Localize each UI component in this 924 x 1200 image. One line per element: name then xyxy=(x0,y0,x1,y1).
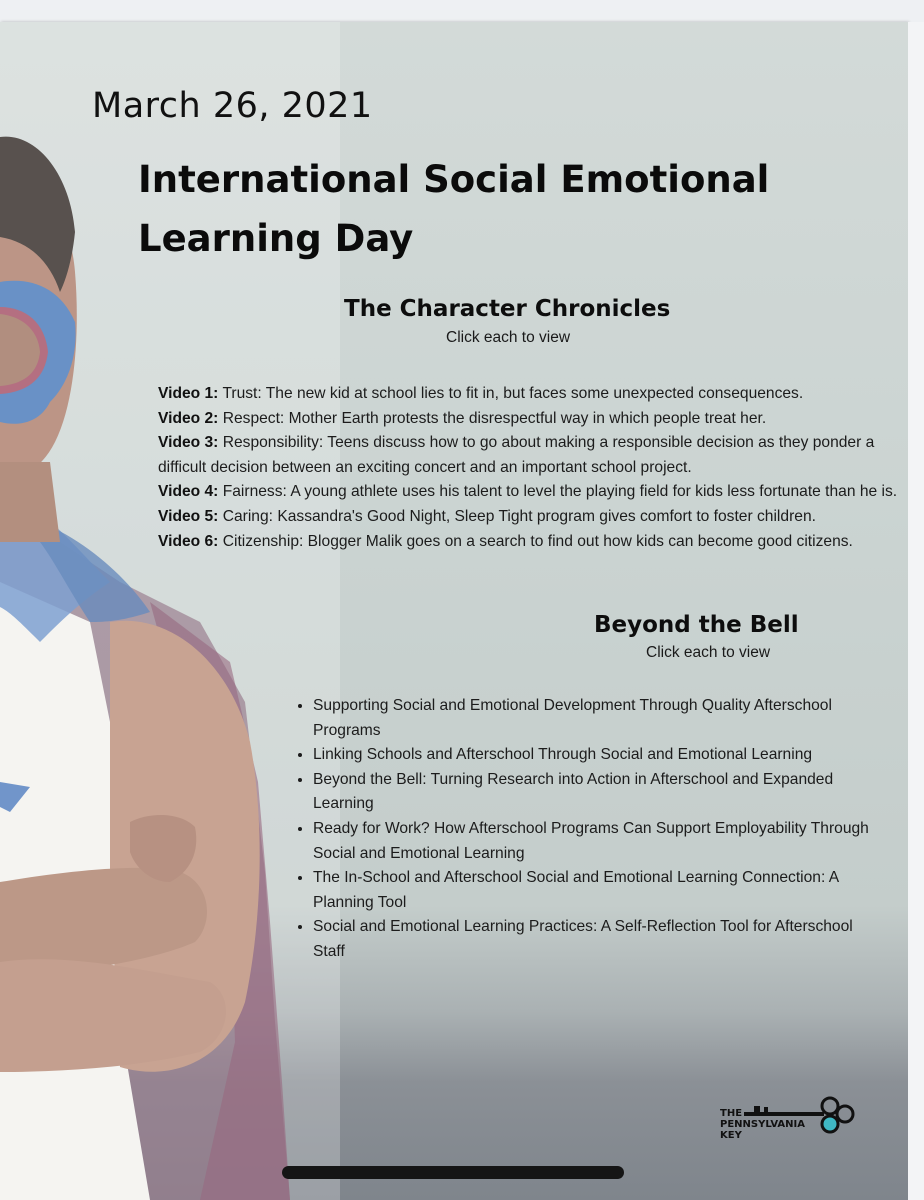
flyer-page xyxy=(0,22,908,1200)
bell-link-4[interactable]: • Ready for Work? How Afterschool Programs Can Support Employability Through Social and Emotional Learning xyxy=(313,817,873,866)
video-label: Video 1: xyxy=(158,385,219,402)
bell-link-5[interactable]: • The In-School and Afterschool Social and Emotional Learning Connection: A Planning Tool xyxy=(313,866,873,915)
beyond-the-bell-list xyxy=(288,694,873,965)
video-description: Fairness: A young athlete uses his talent to level the playing field for kids less fortunate than he is. xyxy=(222,483,898,501)
logo-line-2: PENNSYLVANIA xyxy=(720,1119,805,1130)
video-description: Responsibility: Teens discuss how to go about making a responsible decision as they ponder a difficult decision between an exciting concert and an important school project. xyxy=(158,434,875,476)
bell-link-3[interactable]: • Beyond the Bell: Turning Research into Action in Afterschool and Expanded Learning xyxy=(313,768,873,817)
video-description: Caring: Kassandra's Good Night, Sleep Tight program gives comfort to foster children. xyxy=(222,507,816,525)
page-edge xyxy=(908,22,924,1200)
video-label: Video 2: xyxy=(158,409,219,427)
pennsylvania-key-logo xyxy=(718,1094,858,1144)
video-link-2[interactable] xyxy=(158,407,898,432)
bell-link-2[interactable]: • Linking Schools and Afterschool Through Social and Emotional Learning xyxy=(313,743,873,768)
home-indicator[interactable] xyxy=(282,1166,624,1179)
bell-link-6[interactable]: • Social and Emotional Learning Practices: A Self-Reflection Tool for Afterschool Staff xyxy=(313,915,873,964)
video-label: Video 6: xyxy=(158,532,219,550)
video-label: Video 4: xyxy=(158,483,219,501)
video-link-1[interactable] xyxy=(158,382,898,407)
video-list xyxy=(158,382,898,554)
character-chronicles-heading: The Character Chronicles xyxy=(344,296,671,322)
video-link-4[interactable] xyxy=(158,480,898,505)
logo-line-1: THE xyxy=(720,1108,743,1119)
video-link-3[interactable] xyxy=(158,431,898,480)
page-title: International Social Emotional Learning Day xyxy=(138,158,770,260)
video-link-6[interactable] xyxy=(158,530,898,555)
character-chronicles-subheading: Click each to view xyxy=(446,329,571,346)
bell-link-1[interactable]: • Supporting Social and Emotional Development Through Quality Afterschool Programs xyxy=(313,694,873,743)
video-link-5[interactable] xyxy=(158,505,898,530)
beyond-the-bell-heading: Beyond the Bell xyxy=(594,612,799,638)
video-label: Video 3: xyxy=(158,434,219,452)
video-description: Citizenship: Blogger Malik goes on a search to find out how kids can become good citizens. xyxy=(222,532,853,550)
video-label: Video 5: xyxy=(158,507,219,525)
event-date: March 26, 2021 xyxy=(92,86,373,126)
video-description: Respect: Mother Earth protests the disrespectful way in which people treat her. xyxy=(222,409,767,427)
beyond-the-bell-subheading: Click each to view xyxy=(646,644,771,661)
video-description: Trust: The new kid at school lies to fit in, but faces some unexpected consequences. xyxy=(222,385,804,402)
logo-line-3: KEY xyxy=(720,1130,742,1141)
